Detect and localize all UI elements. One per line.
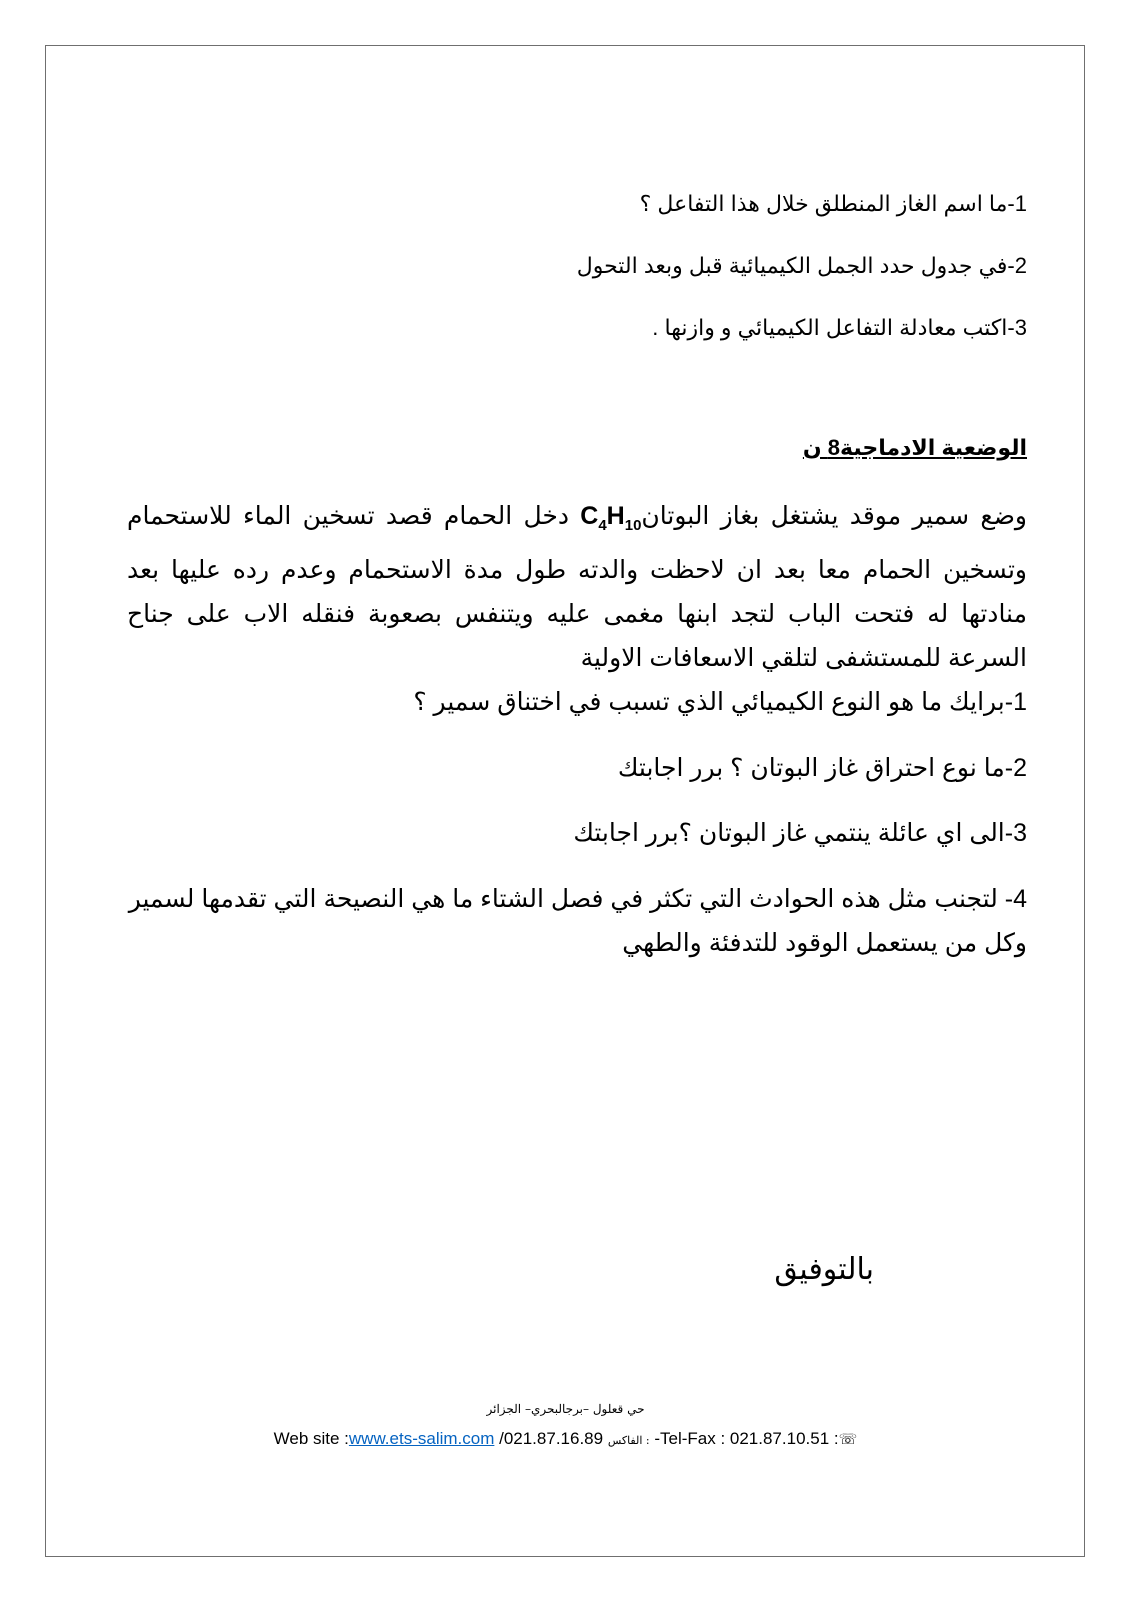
integration-question-4: 4- لتجنب مثل هذه الحوادث التي تكثر في فصل الشتاء ما هي النصيحة التي تقدمها لسمير وكل من يستعمل الوقود للتدفئة والطهي	[128, 885, 1027, 957]
closing-wish: بالتوفيق	[774, 1253, 874, 1286]
tel-fax-number: -Tel-Fax : 021.87.10.51 :	[649, 1429, 839, 1448]
question-2-formula-table: 2-في جدول حدد الجمل الكيميائية قبل وبعد التحول	[576, 253, 1027, 278]
fax-number: /021.87.16.89	[494, 1429, 608, 1448]
footer-address: حي قعلول –برجالبحري– الجزائر	[486, 1402, 645, 1416]
website-label: Web site :	[273, 1429, 349, 1448]
question-3-balance-equation: 3-اكتب معادلة التفاعل الكيميائي و وازنها .	[652, 315, 1027, 340]
scenario-text-part1: وضع سمير موقد يشتغل بغاز البوتان	[641, 502, 1027, 530]
question-1-gas-name: 1-ما اسم الغاز المنطلق خلال هذا التفاعل ؟	[639, 191, 1027, 216]
scenario-text-part2: دخل الحمام قصد تسخين الماء للاستحمام وتسخين الحمام معا بعد ان لاحظت والدته طول مدة الاستحمام وعدم رده عليها بعد منادتها له فتحت الباب لتجد ابنها مغمى عليه ويتنفس بصعوبة فنقله الاب على جناح السرعة للمستشفى لتلقي الاسعافات الاولية	[127, 502, 1027, 672]
integration-question-1: 1-برايك ما هو النوع الكيميائي الذي تسبب في اختناق سمير ؟	[413, 688, 1027, 716]
website-link[interactable]: www.ets-salim.com	[348, 1429, 495, 1448]
butane-formula: $C_4H_{10}$	[580, 502, 642, 534]
section-title: الوضعية الادماجية8 ن	[802, 435, 1027, 460]
scenario-paragraph	[127, 494, 1027, 680]
footer-contact	[0, 1428, 1131, 1452]
integration-question-3: 3-الى اي عائلة ينتمي غاز البوتان ؟برر اجابتك	[573, 819, 1027, 847]
phone-icon: ☏	[838, 1431, 858, 1448]
integration-question-2: 2-ما نوع احتراق غاز البوتان ؟ برر اجابتك	[617, 754, 1027, 782]
fax-label: : الفاكس	[607, 1434, 650, 1447]
